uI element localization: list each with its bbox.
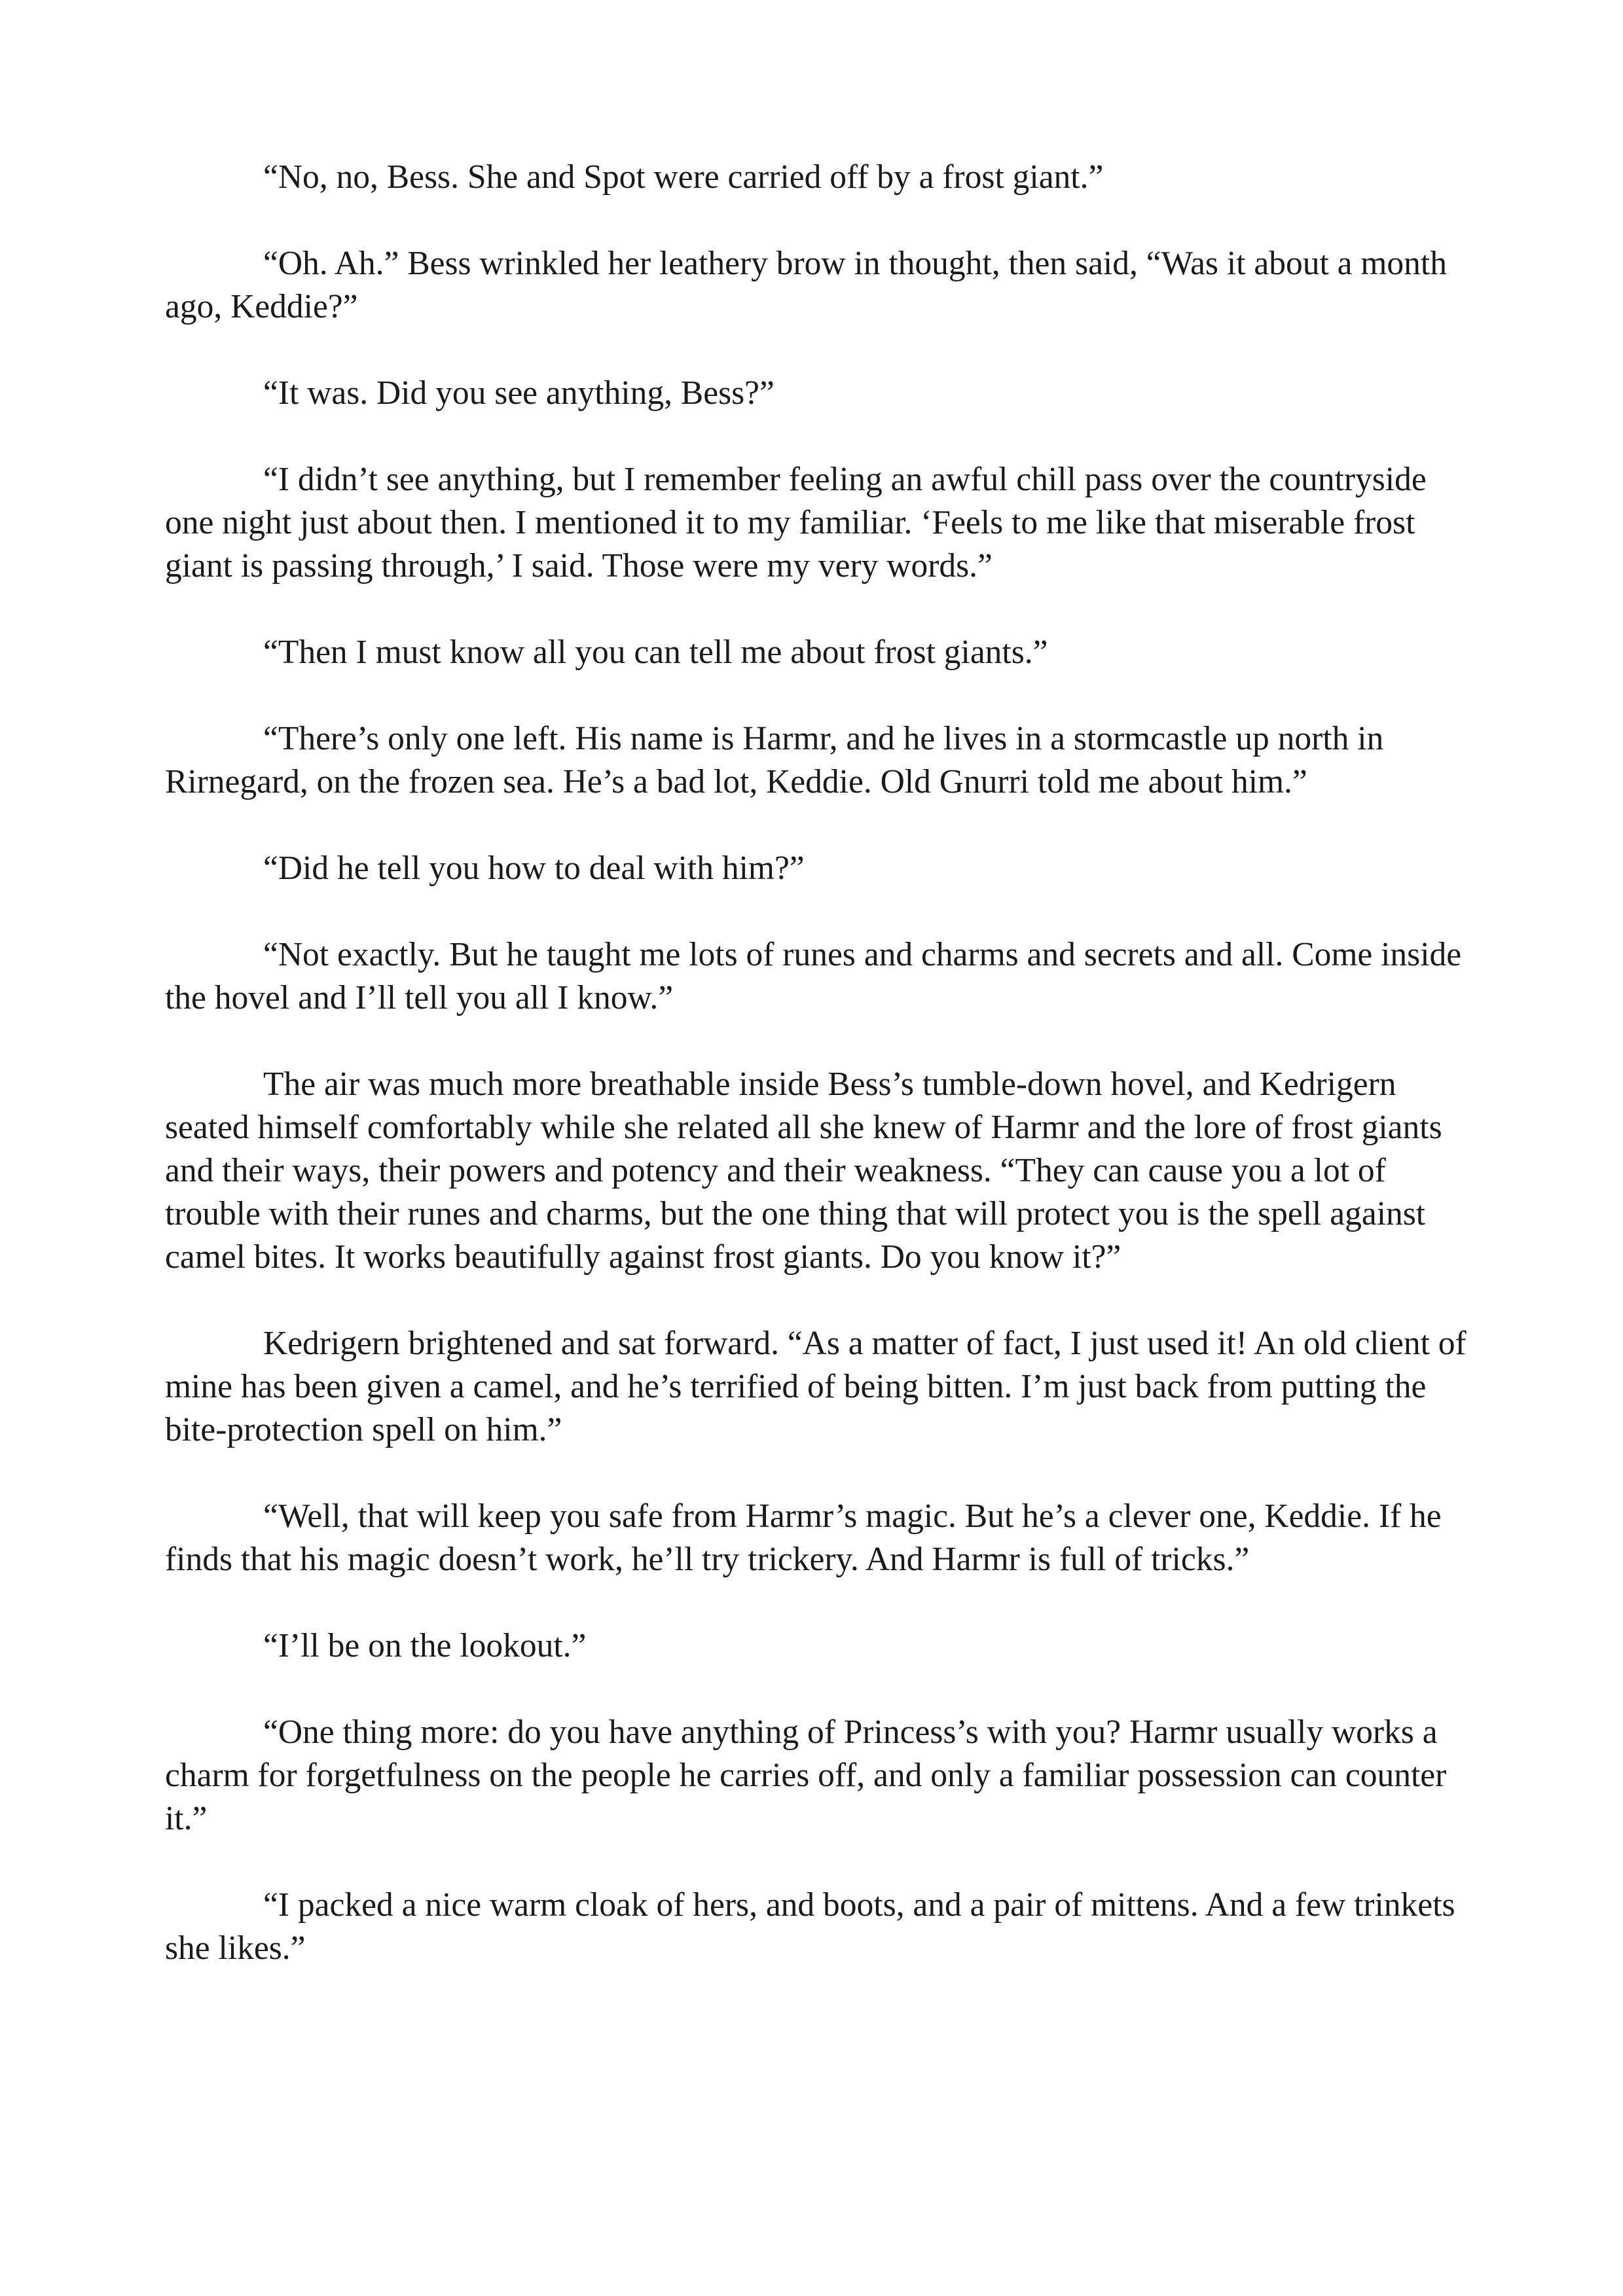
paragraph-12: “I’ll be on the lookout.” — [263, 1627, 587, 1664]
paragraph-2: “Oh. Ah.” Bess wrinkled her leathery brow in thought, then said, “Was it about a month ago, Keddie?” — [165, 245, 1447, 325]
paragraph-1: “No, no, Bess. She and Spot were carried off by a frost giant.” — [263, 158, 1104, 196]
paragraph-5: “Then I must know all you can tell me about frost giants.” — [263, 634, 1048, 671]
paragraph-11: “Well, that will keep you safe from Harmr’s magic. But he’s a clever one, Keddie. If he finds that his magic doesn’t work, he’ll try trickery. And Harmr is full of tricks.” — [165, 1498, 1442, 1578]
paragraph-10: Kedrigern brightened and sat forward. “As a matter of fact, I just used it! An old client of mine has been given a camel, and he’s terrified of being bitten. I’m just back from putting the bite-protection spell on him.” — [165, 1325, 1467, 1448]
paragraph-7: “Did he tell you how to deal with him?” — [263, 850, 805, 887]
paragraph-4: “I didn’t see anything, but I remember feeling an awful chill pass over the countryside one night just about then. I mentioned it to my familiar. ‘Feels to me like that miserable frost giant is passing through,’ I said. Those were my very words.” — [165, 461, 1427, 584]
paragraph-14: “I packed a nice warm cloak of hers, and boots, and a pair of mittens. And a few trinkets she likes.” — [165, 1886, 1455, 1967]
body-text — [165, 156, 1468, 1970]
paragraph-13: “One thing more: do you have anything of Princess’s with you? Harmr usually works a charm for forgetfulness on the people he carries off, and only a familiar possession can counter it.” — [165, 1713, 1447, 1837]
paragraph-9: The air was much more breathable inside Bess’s tumble-down hovel, and Kedrigern seated himself comfortably while she related all she knew of Harmr and the lore of frost giants and their ways, their powers and potency and their weakness. “They can cause you a lot of trouble with their runes and charms, but the one thing that will protect you is the spell against camel bites. It works beautifully against frost giants. Do you know it?” — [165, 1066, 1442, 1276]
paragraph-3: “It was. Did you see anything, Bess?” — [263, 374, 775, 412]
paragraph-6: “There’s only one left. His name is Harmr, and he lives in a stormcastle up north in Rirnegard, on the frozen sea. He’s a bad lot, Keddie. Old Gnurri told me about him.” — [165, 720, 1384, 800]
paragraph-8: “Not exactly. But he taught me lots of runes and charms and secrets and all. Come inside the hovel and I’ll tell you all I know.” — [165, 936, 1462, 1016]
